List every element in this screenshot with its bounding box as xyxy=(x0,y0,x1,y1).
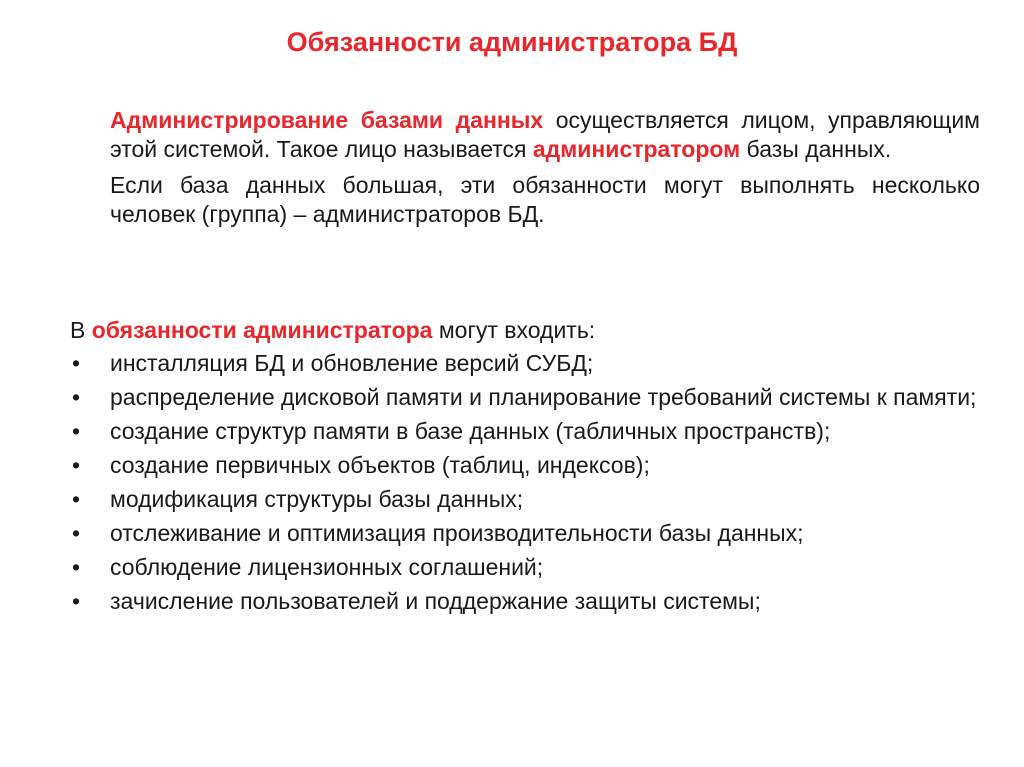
highlight-administrator: администратором xyxy=(532,136,741,162)
list-item-text: зачисление пользователей и поддержание защиты системы; xyxy=(110,588,761,614)
duties-section xyxy=(70,316,990,621)
intro-paragraph-1 xyxy=(110,106,980,164)
list-item-text: инсталляция БД и обновление версий СУБД; xyxy=(110,350,594,376)
list-item xyxy=(70,553,990,582)
bullet-icon: • xyxy=(72,588,81,614)
list-item-text: создание структур памяти в базе данных (табличных пространств); xyxy=(110,418,831,444)
intro-block xyxy=(110,106,980,236)
bullet-icon: • xyxy=(72,486,81,512)
list-item-text: отслеживание и оптимизация производительности базы данных; xyxy=(110,520,804,546)
intro-text-2: базы данных. xyxy=(740,136,892,162)
bullet-icon: • xyxy=(72,384,81,410)
bullet-icon: • xyxy=(72,418,81,444)
list-item xyxy=(70,587,990,616)
slide-title: Обязанности администратора БД xyxy=(286,27,738,57)
list-item-text: создание первичных объектов (таблиц, индексов); xyxy=(110,452,650,478)
list-item-text: модификация структуры базы данных; xyxy=(110,486,524,512)
list-item xyxy=(70,451,990,480)
list-item-text: соблюдение лицензионных соглашений; xyxy=(110,554,544,580)
bullet-icon: • xyxy=(72,452,81,478)
duties-list xyxy=(70,349,990,616)
list-item xyxy=(70,349,990,378)
list-item xyxy=(70,519,990,548)
bullet-icon: • xyxy=(72,520,81,546)
highlight-duties: обязанности администратора xyxy=(91,317,433,343)
intro-paragraph-2: Если база данных большая, эти обязанности могут выполнять несколько человек (группа) – администраторов БД. xyxy=(110,172,980,227)
intro-text-1: осуществляется лицом, управляющим этой системой. Такое лицо называется xyxy=(110,107,980,162)
list-item-text: распределение дисковой памяти и планирование требований системы к памяти; xyxy=(110,384,977,410)
duties-lead-pre: В xyxy=(70,317,92,343)
list-item xyxy=(70,417,990,446)
list-item xyxy=(70,383,990,412)
bullet-icon: • xyxy=(72,554,81,580)
bullet-icon: • xyxy=(72,350,81,376)
list-item xyxy=(70,485,990,514)
duties-lead-post: могут входить: xyxy=(432,317,596,343)
highlight-db-administration: Администрирование базами данных xyxy=(110,107,544,133)
duties-lead xyxy=(70,316,990,345)
